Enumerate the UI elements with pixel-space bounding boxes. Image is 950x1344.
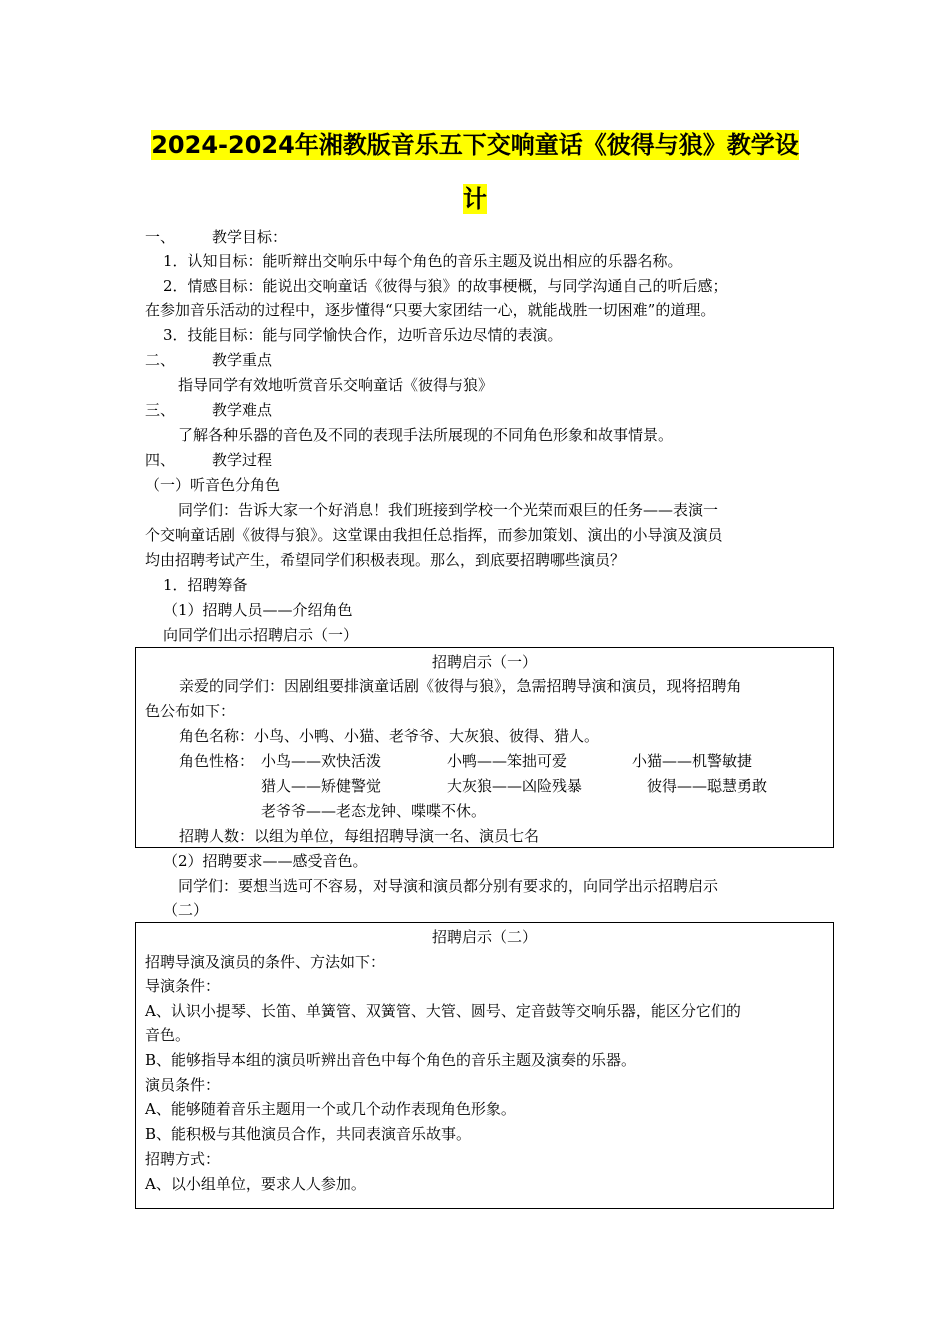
notice-title: 招聘启示（一） — [431, 653, 537, 671]
paragraph-line: 2．情感目标：能说出交响童话《彼得与狼》的故事梗概，与同学沟通自己的听后感； — [163, 277, 728, 295]
section-number: 四、 — [145, 451, 176, 469]
paragraph-line: 了解各种乐器的音色及不同的表现手法所展现的不同角色形象和故事情景。 — [178, 426, 674, 444]
notice-line: 角色名称：小鸟、小鸭、小猫、老爷爷、大灰狼、彼得、猎人。 — [179, 727, 600, 745]
section-heading: 教学难点 — [212, 401, 273, 419]
paragraph-line: 同学们：告诉大家一个好消息！我们班接到学校一个光荣而艰巨的任务——表演一 — [178, 501, 719, 519]
notice-line: 招聘方式： — [145, 1150, 221, 1168]
section-heading: 教学目标： — [212, 228, 288, 246]
section-number: 三、 — [145, 401, 176, 419]
section-heading: 教学过程 — [212, 451, 273, 469]
notice-line: 亲爱的同学们：因剧组要排演童话剧《彼得与狼》，急需招聘导演和演员，现将招聘角 — [179, 677, 742, 695]
paragraph-line: 指导同学有效地听赏音乐交响童话《彼得与狼》 — [178, 376, 494, 394]
notice-line: 导演条件： — [145, 977, 221, 995]
title-line-2: 计 — [463, 185, 487, 213]
character-trait: 猎人——矫健警觉 — [261, 777, 382, 795]
notice-label: 角色性格： — [179, 752, 255, 770]
document-title-cont — [0, 184, 950, 214]
character-trait: 小猫——机警敏捷 — [632, 752, 753, 770]
notice-line: B、能够指导本组的演员听辨出音色中每个角色的音乐主题及演奏的乐器。 — [145, 1051, 637, 1069]
subsection-heading: （一）听音色分角色 — [145, 476, 281, 494]
step-subheading: （1）招聘人员——介绍角色 — [163, 601, 353, 619]
paragraph-line: 个交响童话剧《彼得与狼》。这堂课由我担任总指挥，而参加策划、演出的小导演及演员 — [145, 526, 723, 544]
paragraph-line: 同学们：要想当选可不容易，对导演和演员都分别有要求的，向同学出示招聘启示 — [178, 877, 719, 895]
character-trait: 小鸟——欢快活泼 — [261, 752, 382, 770]
section-heading: 教学重点 — [212, 351, 273, 369]
notice-line: 音色。 — [145, 1026, 191, 1044]
notice-line: 色公布如下： — [145, 702, 236, 720]
paragraph-line: 1．认知目标：能听辩出交响乐中每个角色的音乐主题及说出相应的乐器名称。 — [163, 252, 683, 270]
character-trait: 大灰狼——凶险残暴 — [447, 777, 583, 795]
paragraph-line: 向同学们出示招聘启示（一） — [163, 626, 359, 644]
notice-line: A、能够随着音乐主题用一个或几个动作表现角色形象。 — [145, 1100, 516, 1118]
notice-line: A、认识小提琴、长笛、单簧管、双簧管、大管、圆号、定音鼓等交响乐器，能区分它们的 — [145, 1002, 741, 1020]
notice-line: 演员条件： — [145, 1076, 221, 1094]
paragraph-line: （二） — [163, 901, 209, 919]
notice-line: B、能积极与其他演员合作，共同表演音乐故事。 — [145, 1125, 472, 1143]
paragraph-line: 3．技能目标：能与同学愉快合作，边听音乐边尽情的表演。 — [163, 326, 563, 344]
paragraph-line: 在参加音乐活动的过程中，逐步懂得“只要大家团结一心，就能战胜一切困难”的道理。 — [145, 301, 716, 319]
section-number: 一、 — [145, 228, 176, 246]
character-trait: 彼得——聪慧勇敢 — [647, 777, 768, 795]
document-title — [0, 130, 950, 160]
notice-line: 招聘人数：以组为单位，每组招聘导演一名、演员七名 — [179, 827, 540, 845]
character-trait: 老爷爷——老态龙钟、喋喋不休。 — [261, 802, 487, 820]
step-heading: 1．招聘筹备 — [163, 576, 248, 594]
notice-box-2 — [135, 922, 834, 1209]
notice-line: A、以小组单位，要求人人参加。 — [145, 1175, 366, 1193]
notice-title: 招聘启示（二） — [431, 928, 537, 946]
section-number: 二、 — [145, 351, 176, 369]
paragraph-line: 均由招聘考试产生，希望同学们积极表现。那么，到底要招聘哪些演员？ — [145, 551, 626, 569]
character-trait: 小鸭——笨拙可爱 — [447, 752, 568, 770]
step-subheading: （2）招聘要求——感受音色。 — [163, 852, 368, 870]
notice-box-1 — [135, 647, 834, 848]
title-line-1: 2024-2024年湘教版音乐五下交响童话《彼得与狼》教学设 — [151, 131, 799, 159]
notice-line: 招聘导演及演员的条件、方法如下： — [145, 953, 386, 971]
